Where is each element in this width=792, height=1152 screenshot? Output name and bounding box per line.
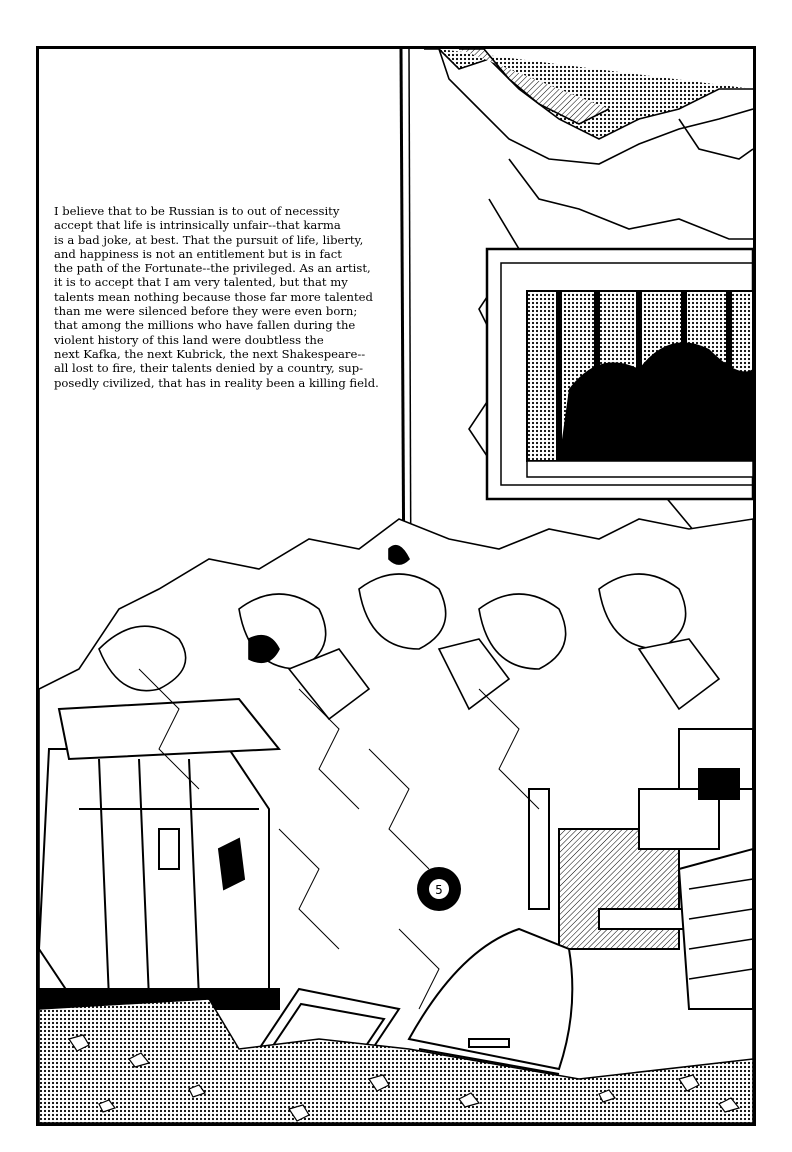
tire-number: 5 [435, 883, 443, 897]
panel-border [36, 46, 756, 1126]
narration-caption: I believe that to be Russian is to out of necessity accept that life is intrinsically unfair--that karma is a bad joke, at best. That the pursuit of life, liberty, and happiness is not an entitlement but is in fact the path of the Fortunate--the privileged. As an artist, it is to accept that I am very talented, but that my talents mean nothing because those far more talented than me were silenced before they were even born; that among the millions who have fallen during the violent history of this land were doubtless the next Kafka, the next Kubrick, the next Shakespeare-- all lost to fire, their talents denied by a country, sup- posedly civilized, that has in reality been a killing field. [54, 204, 379, 390]
